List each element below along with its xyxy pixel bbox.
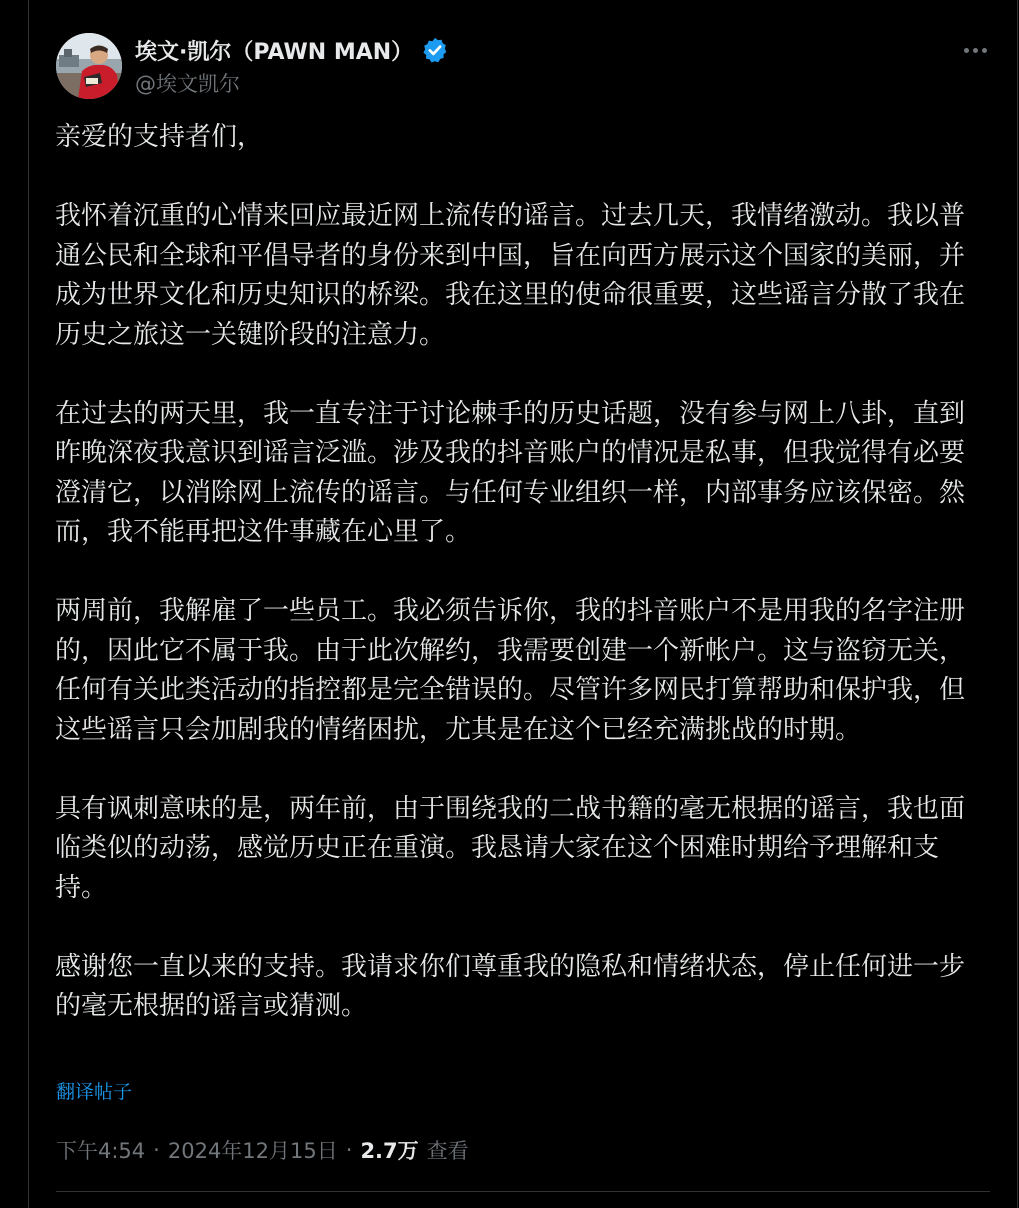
views-count[interactable]: 2.7万 xyxy=(360,1139,419,1163)
post-date[interactable]: 2024年12月15日 xyxy=(167,1139,338,1163)
avatar-photo xyxy=(56,33,122,99)
post-paragraph: 在过去的两天里，我一直专注于讨论棘手的历史话题，没有参与网上八卦，直到昨晚深夜我意识到谣言泛滥。涉及我的抖音账户的情况是私事，但我觉得有必要澄清它，以消除网上流传的谣言。与任何专业组织一样，内部事务应该保密。然而，我不能再把这件事藏在心里了。 xyxy=(55,398,966,547)
translate-post-link[interactable]: 翻译帖子 xyxy=(56,1081,133,1103)
views-label: 查看 xyxy=(426,1139,469,1163)
post-paragraph: 两周前，我解雇了一些员工。我必须告诉你，我的抖音账户不是用我的名字注册的，因此它不属于我。由于此次解约，我需要创建一个新帐户。这与盗窃无关，任何有关此类活动的指控都是完全错误的。尽管许多网民打算帮助和保护我，但这些谣言只会加剧我的情绪困扰，尤其是在这个已经充满挑战的时期。 xyxy=(55,596,966,745)
post-paragraph: 感谢您一直以来的支持。我请求你们尊重我的隐私和情绪状态，停止任何进一步的毫无根据的谣言或猜测。 xyxy=(55,951,966,1021)
dot xyxy=(964,48,969,53)
avatar[interactable] xyxy=(56,33,122,99)
meta-separator: · xyxy=(345,1138,353,1162)
author-display-name[interactable]: 埃文·凯尔（PAWN MAN） xyxy=(135,39,414,65)
post-paragraph: 亲爱的支持者们， xyxy=(55,122,264,152)
dot xyxy=(982,48,987,53)
post-meta xyxy=(56,1132,469,1168)
post-time[interactable]: 下午4:54 xyxy=(56,1139,146,1163)
post-paragraph: 我怀着沉重的心情来回应最近网上流传的谣言。过去几天，我情绪激动。我以普通公民和全球和平倡导者的身份来到中国，旨在向西方展示这个国家的美丽，并成为世界文化和历史知识的桥梁。我在这里的使命很重要，这些谣言分散了我在历史之旅这一关键阶段的注意力。 xyxy=(55,201,966,350)
author-handle[interactable]: @埃文凯尔 xyxy=(135,72,240,96)
author-name-row[interactable] xyxy=(135,33,449,67)
post-paragraph: 具有讽刺意味的是，两年前，由于围绕我的二战书籍的毫无根据的谣言，我也面临类似的动荡，感觉历史正在重演。我恳请大家在这个困难时期给予理解和支持。 xyxy=(55,793,966,903)
divider xyxy=(56,1191,990,1192)
more-dots-icon[interactable] xyxy=(958,37,992,63)
verified-badge-icon[interactable] xyxy=(421,36,449,64)
dot xyxy=(973,48,978,53)
post-body xyxy=(55,118,989,1027)
meta-separator: · xyxy=(153,1138,160,1162)
